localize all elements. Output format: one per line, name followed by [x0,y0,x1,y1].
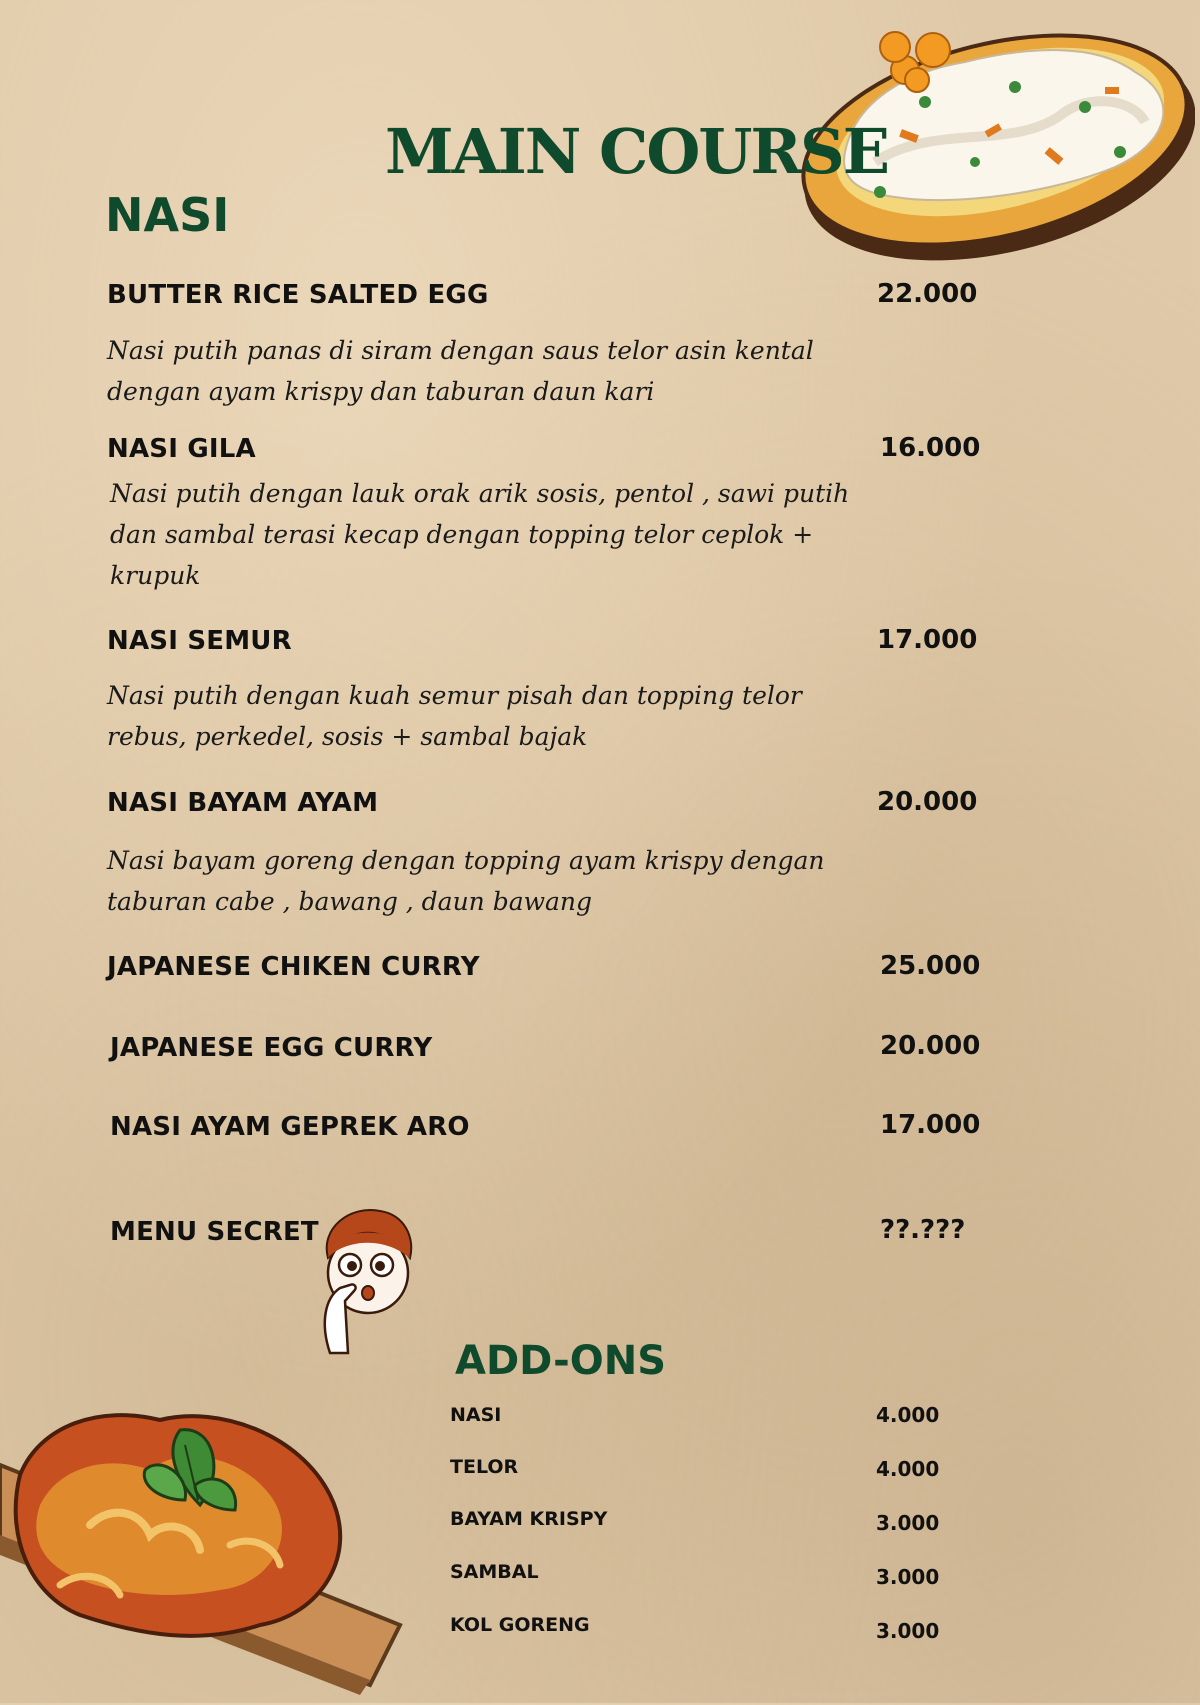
addons-title: ADD-ONS [455,1338,666,1384]
menu-item-price: 22.000 [877,279,978,309]
addon-price: 3.000 [876,1565,940,1589]
menu-item-name: NASI BAYAM AYAM [107,788,379,818]
menu-item-price: 16.000 [880,433,981,463]
addon-name: KOL GORENG [450,1614,590,1636]
page-title: MAIN COURSE [385,115,888,188]
addon-name: NASI [450,1404,502,1426]
section-title: NASI [105,188,230,242]
menu-item-name: MENU SECRET [110,1217,319,1247]
shush-boy-illustration [310,1203,420,1363]
fried-chicken-illustration [0,1385,420,1705]
addon-price: 3.000 [876,1619,940,1643]
menu-item-price: 20.000 [880,1031,981,1061]
menu-item-name: JAPANESE CHIKEN CURRY [107,952,480,982]
addon-name: BAYAM KRISPY [450,1508,608,1530]
addon-price: 3.000 [876,1511,940,1535]
menu-item-desc: Nasi bayam goreng dengan topping ayam krispy dengan taburan cabe , bawang , daun bawang [107,846,825,916]
addon-price: 4.000 [876,1403,940,1427]
menu-item-price: 17.000 [877,625,978,655]
menu-item-desc: Nasi putih panas di siram dengan saus telor asin kental dengan ayam krispy dan taburan daun kari [107,336,814,406]
addon-name: SAMBAL [450,1561,539,1583]
menu-item-desc: Nasi putih dengan kuah semur pisah dan topping telor rebus, perkedel, sosis + sambal bajak [107,681,802,751]
menu-item-name: NASI GILA [107,434,256,464]
menu-item-name: JAPANESE EGG CURRY [110,1033,433,1063]
menu-item-price: ??.??? [880,1215,966,1245]
menu-item-name: BUTTER RICE SALTED EGG [107,280,489,310]
addon-price: 4.000 [876,1457,940,1481]
addon-name: TELOR [450,1456,519,1478]
menu-item-price: 20.000 [877,787,978,817]
menu-item-price: 25.000 [880,951,981,981]
menu-item-name: NASI AYAM GEPREK ARO [110,1112,470,1142]
menu-item-desc: Nasi putih dengan lauk orak arik sosis, pentol , sawi putih dan sambal terasi kecap dengan topping telor ceplok + krupuk [110,479,850,590]
menu-item-price: 17.000 [880,1110,981,1140]
menu-item-name: NASI SEMUR [107,626,292,656]
